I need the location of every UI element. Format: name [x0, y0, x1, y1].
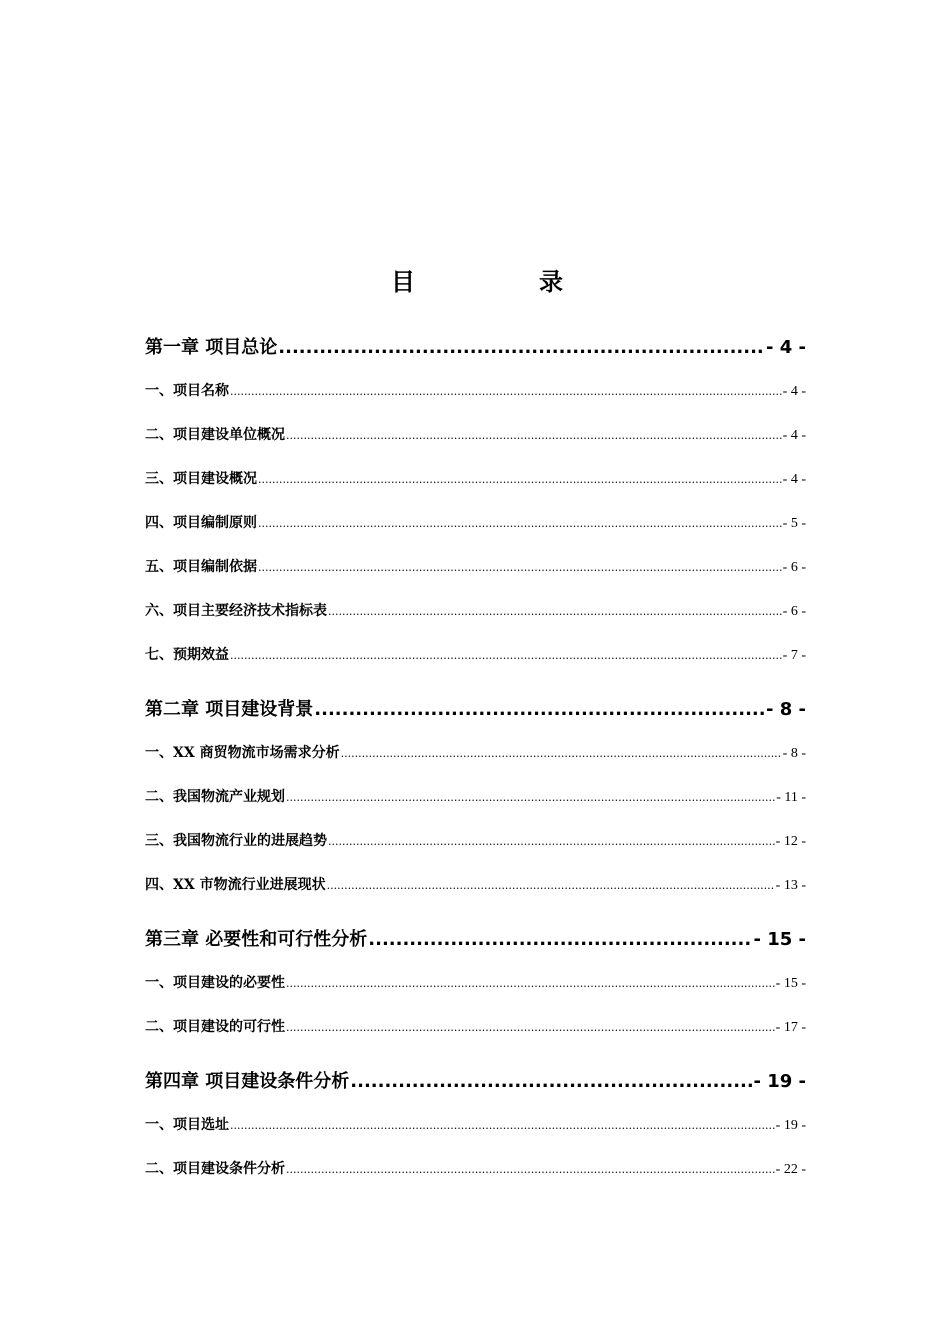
- toc-title: 目 录: [391, 267, 613, 296]
- toc-dot-leader: [328, 832, 775, 852]
- toc-entry-label: 七、预期效益: [145, 647, 229, 663]
- toc-entry-section[interactable]: [145, 601, 806, 622]
- toc-entry-page: - 6 -: [782, 560, 806, 575]
- toc-entry-label: 六、项目主要经济技术指标表: [145, 603, 327, 619]
- toc-entry-label: 二、项目建设条件分析: [145, 1161, 285, 1177]
- toc-entry-label: 一、项目选址: [145, 1117, 229, 1133]
- toc-dot-leader: [328, 602, 782, 622]
- toc-dot-leader: [327, 876, 775, 896]
- toc-entry-page: - 8 -: [782, 746, 806, 761]
- toc-dot-leader: [278, 335, 765, 361]
- toc-entry-label: 五、项目编制依据: [145, 559, 257, 575]
- toc-entry-label: 三、我国物流行业的进展趋势: [145, 833, 327, 849]
- toc-entry-label: 二、我国物流产业规划: [145, 789, 285, 805]
- toc-entry-label: 二、项目建设的可行性: [145, 1019, 285, 1035]
- toc-dot-leader: [230, 646, 782, 666]
- toc-entry-page: - 5 -: [782, 516, 806, 531]
- toc-entry-page: - 19 -: [775, 1118, 806, 1133]
- toc-entry-page: - 8 -: [766, 699, 806, 720]
- toc-entry-section[interactable]: [145, 973, 806, 994]
- toc-dot-leader: [314, 697, 765, 723]
- toc-entry-page: - 19 -: [753, 1071, 806, 1092]
- toc-entry-section[interactable]: [145, 1115, 806, 1136]
- toc-entry-section[interactable]: [145, 743, 806, 764]
- toc-dot-leader: [258, 514, 782, 534]
- toc-entry-section[interactable]: [145, 875, 806, 896]
- toc-entry-label: 一、项目建设的必要性: [145, 975, 285, 991]
- toc-entry-section[interactable]: [145, 469, 806, 490]
- toc-entry-section[interactable]: [145, 557, 806, 578]
- toc-dot-leader: [258, 558, 782, 578]
- toc-dot-leader: [286, 788, 775, 808]
- toc-dot-leader: [230, 382, 782, 402]
- toc-entry-label: 一、项目名称: [145, 383, 229, 399]
- toc-entry-page: - 11 -: [776, 790, 806, 805]
- toc-entry-section[interactable]: [145, 787, 806, 808]
- toc-entry-chapter-3[interactable]: [145, 927, 806, 953]
- toc-entry-label: 第三章 必要性和可行性分析: [145, 929, 368, 950]
- toc-entry-page: - 4 -: [782, 384, 806, 399]
- toc-entry-label: 第一章 项目总论: [145, 337, 278, 358]
- toc-entry-section[interactable]: [145, 381, 806, 402]
- toc-entry-page: - 15 -: [775, 976, 806, 991]
- toc-dot-leader: [350, 1069, 752, 1095]
- toc-entry-label: 四、项目编制原则: [145, 515, 257, 531]
- toc-entry-section[interactable]: [145, 425, 806, 446]
- toc-entry-page: - 12 -: [775, 834, 806, 849]
- toc-entry-label: 第四章 项目建设条件分析: [145, 1071, 350, 1092]
- toc-dot-leader: [286, 974, 775, 994]
- toc-entry-label: 四、XX 市物流行业进展现状: [145, 877, 326, 893]
- toc-dot-leader: [258, 470, 782, 490]
- toc-entry-section[interactable]: [145, 513, 806, 534]
- toc-entry-section[interactable]: [145, 1159, 806, 1180]
- toc-entry-label: 第二章 项目建设背景: [145, 699, 314, 720]
- toc-entry-label: 二、项目建设单位概况: [145, 427, 285, 443]
- toc-entry-chapter-4[interactable]: [145, 1069, 806, 1095]
- toc-entry-page: - 4 -: [766, 337, 806, 358]
- toc-entry-chapter-2[interactable]: [145, 697, 806, 723]
- toc-dot-leader: [286, 426, 782, 446]
- toc-entry-page: - 13 -: [775, 878, 806, 893]
- toc-entry-page: - 17 -: [775, 1020, 806, 1035]
- toc-entry-chapter-1[interactable]: [145, 335, 806, 361]
- toc-dot-leader: [286, 1018, 775, 1038]
- toc-entry-label: 三、项目建设概况: [145, 471, 257, 487]
- toc-entry-section[interactable]: [145, 645, 806, 666]
- toc-entry-page: - 4 -: [782, 472, 806, 487]
- toc-entry-page: - 6 -: [782, 604, 806, 619]
- toc-entry-page: - 7 -: [782, 648, 806, 663]
- toc-dot-leader: [286, 1160, 775, 1180]
- toc-entry-page: - 22 -: [775, 1162, 806, 1177]
- toc-entry-label: 一、XX 商贸物流市场需求分析: [145, 745, 340, 761]
- toc-dot-leader: [368, 927, 752, 953]
- toc-entry-section[interactable]: [145, 1017, 806, 1038]
- toc-dot-leader: [341, 744, 782, 764]
- toc-entry-page: - 15 -: [753, 929, 806, 950]
- toc-entry-page: - 4 -: [782, 428, 806, 443]
- toc-entry-section[interactable]: [145, 831, 806, 852]
- toc-dot-leader: [230, 1116, 775, 1136]
